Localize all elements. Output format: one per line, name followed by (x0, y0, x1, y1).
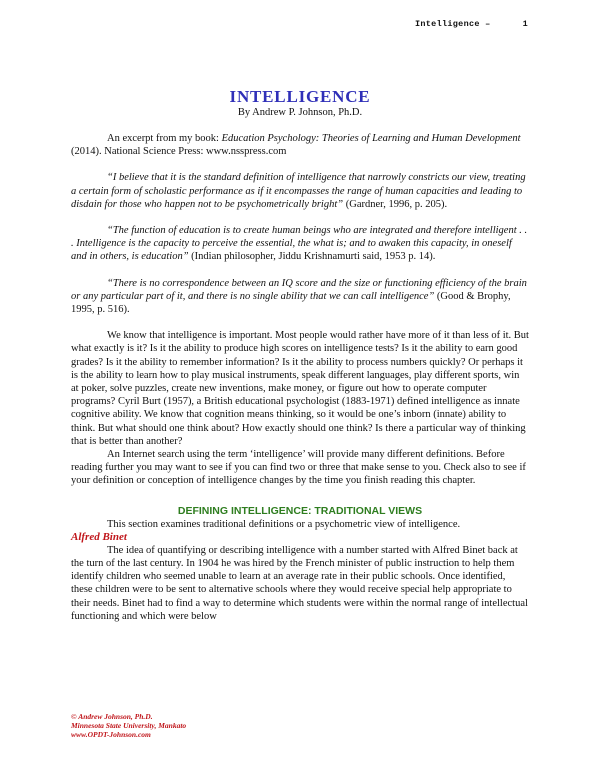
quote-gardner (71, 171, 529, 211)
quote-good-brophy (71, 277, 529, 317)
section-heading: DEFINING INTELLIGENCE: TRADITIONAL VIEWS (177, 504, 423, 517)
book-title: Education Psychology: Theories of Learning and Human Development (221, 133, 521, 144)
page-number: 1 (522, 19, 528, 29)
footer (71, 712, 186, 739)
footer-copyright: © Andrew Johnson, Ph.D. (71, 712, 153, 721)
footer-website: www.OPDT-Johnson.com (71, 730, 151, 739)
byline: By Andrew P. Johnson, Ph.D. (237, 107, 363, 118)
body-paragraph: We know that intelligence is important. Most people would rather have more of it than less of it. But what exactly is it? Is it the ability to produce high scores on intelligence tests? Is it the ability to earn good grades? Is it the ability to remember information? Is it the ability to process numbers quickly? Or perhaps it is the ability to learn how to play musical instruments, speak different languages, play different sports, win at poker, solve puzzles, create new inventions, make money, or figure out how to operate computer programs? Cyril Burt (1957), a British educational psychologist (1883-1971) defined intelligence as innate cognitive ability. We know that cognition means thinking, so it would be one’s inborn (innate) ability to think. But what should one think about? How exactly should one think? Is there a particular way of thinking that is better than another? (71, 330, 529, 447)
footer-university: Minnesota State University, Mankato (71, 721, 187, 730)
subsection-heading: Alfred Binet (71, 530, 127, 543)
excerpt-pre: An excerpt from my book: (107, 133, 222, 144)
body-paragraph: The idea of quantifying or describing intelligence with a number started with Alfred Binet back at the turn of the last century. In 1904 he was hired by the French minister of public instruction to help them identify children who seemed unable to learn at an average rate in their public schools. Once identified, these children were to be sent to alternative schools where they would receive special help appropriate to their needs. Binet had to find a way to determine which students were within the normal range of intellectual functioning and which were below (71, 544, 528, 622)
quote-citation: (Indian philosopher, Jiddu Krishnamurti said, 1953 p. 14). (188, 251, 436, 263)
excerpt-post: (2014). National Science Press: www.nsspress.com (71, 146, 287, 158)
quote-text: “The function of education is to create human beings who are integrated and therefore intelligent . . . Intelligence is the capacity to perceive the essential, the what is; and to awaken this capacity, in oneself and in others, is education” (71, 225, 528, 263)
quote-krishnamurti (71, 224, 529, 264)
running-header (415, 19, 528, 29)
excerpt-note (71, 132, 529, 158)
quote-text: “There is no correspondence between an IQ score and the size or functioning efficiency of the brain or any particular part of it, and there is no single ability that we can call intelligence” (71, 277, 527, 302)
quote-citation: (Good & Brophy, 1995, p. 516). (71, 290, 511, 316)
quote-citation: (Gardner, 1996, p. 205). (343, 198, 448, 210)
body-paragraph: An Internet search using the term ‘intelligence’ will provide many different definitions. Before reading further you may want to see if you can find two or three that make sense to you. Check also to see if your definition or conception of intelligence changes by the time you finish reading this chapter. (71, 449, 526, 487)
document-page (71, 88, 529, 623)
section-intro: This section examines traditional definitions or a psychometric view of intelligence. (107, 518, 461, 530)
document-title: INTELLIGENCE (229, 87, 371, 106)
running-header-title: Intelligence – (414, 19, 491, 29)
quote-text: “I believe that it is the standard definition of intelligence that narrowly constricts our view, treating a certain form of scholastic performance as if it encompasses the range of human capacities and leading to disdain for those who happen not to be psychometrically bright” (71, 172, 526, 210)
